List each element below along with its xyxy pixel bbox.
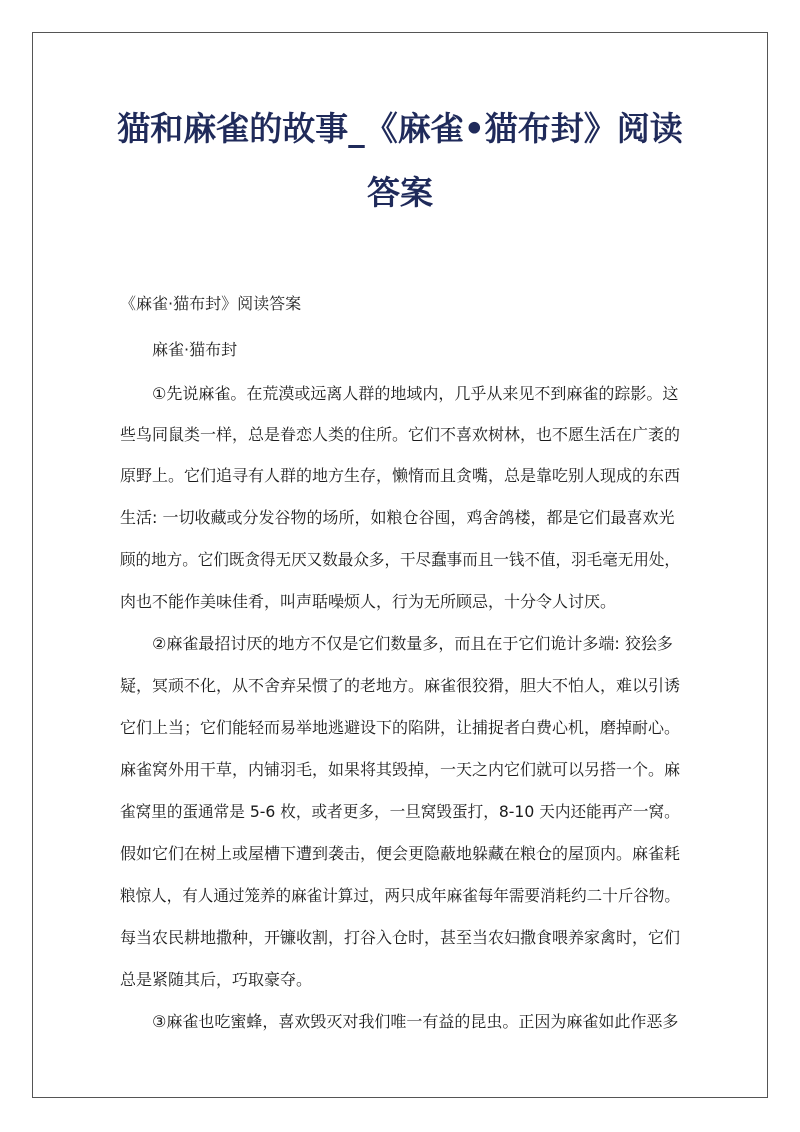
body-line: 原野上。它们追寻有人群的地方生存，懒惰而且贪嘴，总是靠吃别人现成的东西	[120, 466, 681, 485]
body-line: 雀窝里的蛋通常是 5-6 枚，或者更多，一旦窝毁蛋打，8-10 天内还能再产一窝。	[120, 802, 680, 821]
article-subheading: 麻雀·猫布封	[152, 340, 238, 359]
document-title-line-1: 猫和麻雀的故事_《麻雀•猫布封》阅读	[117, 109, 683, 148]
article-heading: 《麻雀·猫布封》阅读答案	[120, 294, 302, 313]
body-line: ①先说麻雀。在荒漠或远离人群的地域内，几乎从来见不到麻雀的踪影。这	[120, 384, 679, 403]
body-line: 粮惊人，有人通过笼养的麻雀计算过，两只成年麻雀每年需要消耗约二十斤谷物。	[120, 886, 681, 905]
body-line: 麻雀窝外用干草，内铺羽毛，如果将其毁掉，一天之内它们就可以另搭一个。麻	[120, 760, 681, 779]
body-line: 它们上当；它们能轻而易举地逃避设下的陷阱，让捕捉者白费心机，磨掉耐心。	[120, 718, 681, 737]
body-line: ③麻雀也吃蜜蜂，喜欢毁灭对我们唯一有益的昆虫。正因为麻雀如此作恶多	[120, 1012, 679, 1031]
body-line: 顾的地方。它们既贪得无厌又数最众多，干尽蠢事而且一钱不值，羽毛毫无用处，	[120, 550, 681, 569]
body-line: 每当农民耕地撒种，开镰收割，打谷入仓时，甚至当农妇撒食喂养家禽时，它们	[120, 928, 681, 947]
body-line: 些鸟同鼠类一样，总是眷恋人类的住所。它们不喜欢树林，也不愿生活在广袤的	[120, 425, 681, 444]
document-title-line-2: 答案	[367, 173, 433, 212]
body-line: 疑，冥顽不化，从不舍弃呆惯了的老地方。麻雀很狡猾，胆大不怕人，难以引诱	[120, 676, 681, 695]
body-line: 假如它们在树上或屋槽下遭到袭击，便会更隐蔽地躲藏在粮仓的屋顶内。麻雀耗	[120, 844, 681, 863]
body-line: 总是紧随其后，巧取豪夺。	[120, 970, 313, 989]
body-line: 生活: 一切收藏或分发谷物的场所，如粮仓谷囤，鸡舍鸽楼，都是它们最喜欢光	[120, 508, 675, 527]
body-line: ②麻雀最招讨厌的地方不仅是它们数量多，而且在于它们诡计多端: 狡狯多	[120, 634, 673, 653]
body-line: 肉也不能作美味佳肴，叫声聒噪烦人，行为无所顾忌，十分令人讨厌。	[120, 592, 617, 611]
